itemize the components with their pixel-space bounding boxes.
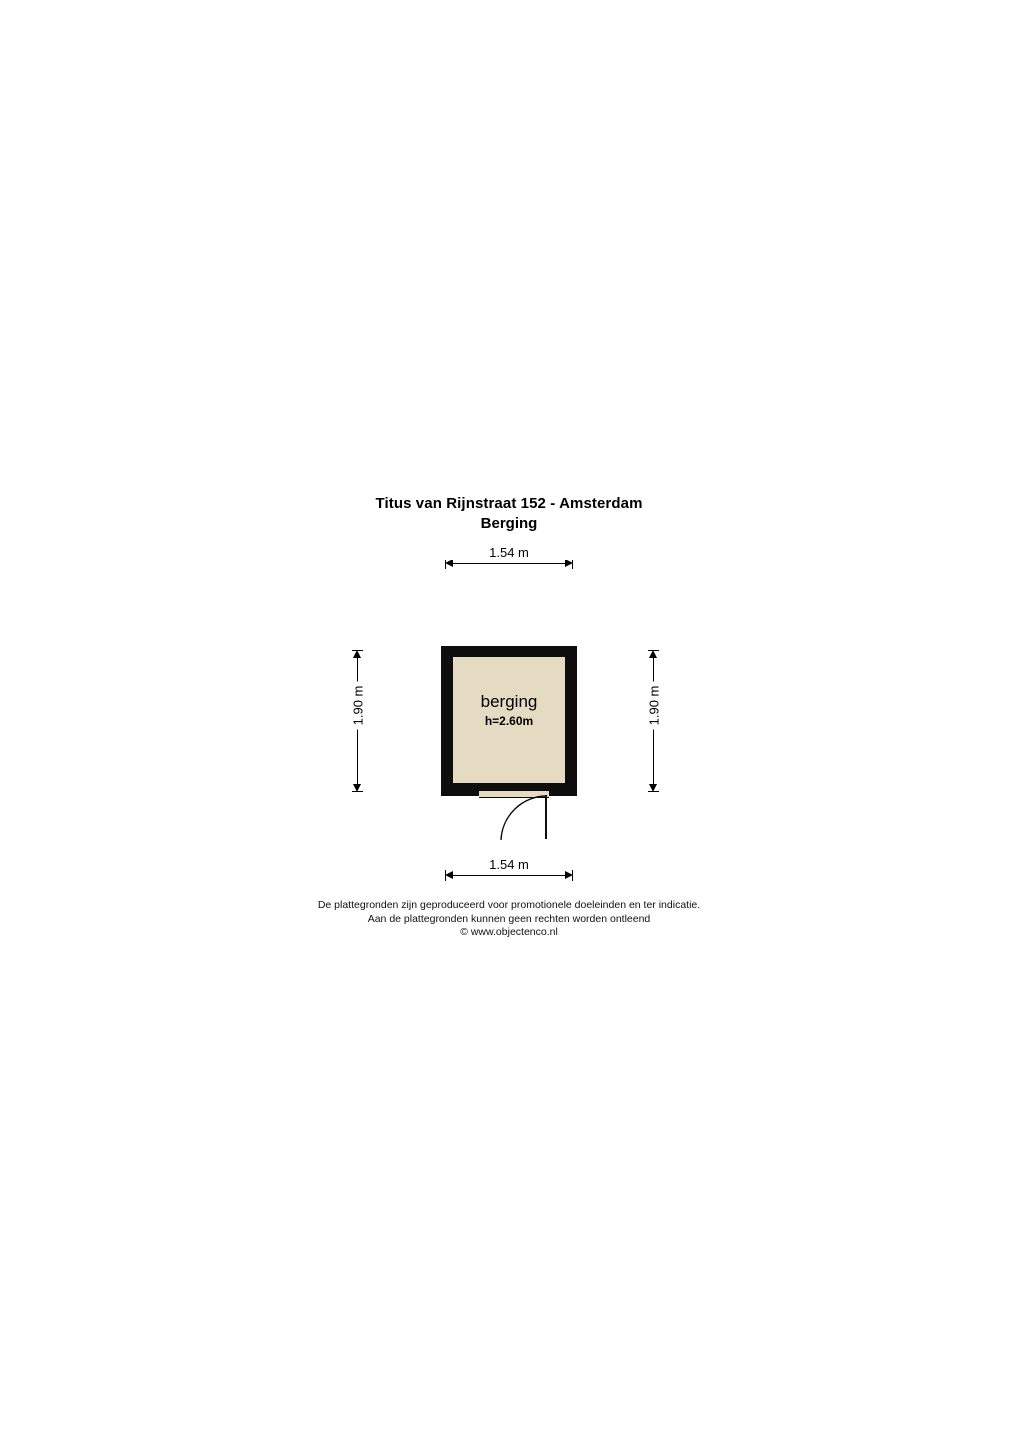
- dimension-bottom-arrow-right-icon: [565, 871, 573, 879]
- disclaimer: [0, 899, 1018, 940]
- room-height-label: h=2.60m: [484, 714, 534, 728]
- dimension-left-arrow-up-icon: [353, 650, 361, 658]
- floor-plan: [441, 646, 577, 796]
- page-title: [0, 494, 1018, 534]
- dimension-bottom-label-wrap: [443, 857, 575, 872]
- dimension-top-label-wrap: [443, 545, 575, 560]
- dimension-top: [443, 545, 575, 576]
- door-leaf: [545, 795, 547, 839]
- disclaimer-copyright: © www.objectenco.nl: [460, 926, 558, 938]
- dimension-left-arrow-down-icon: [353, 784, 361, 792]
- disclaimer-line-2: Aan de plattegronden kunnen geen rechten worden ontleend: [367, 912, 651, 925]
- dimension-bottom-line: [451, 875, 567, 876]
- dimension-right-arrow-up-icon: [649, 650, 657, 658]
- dimension-bottom-arrow-left-icon: [445, 871, 453, 879]
- title-address: Titus van Rijnstraat 152 - Amsterdam: [375, 495, 643, 512]
- dimension-right-label: 1.90 m: [647, 682, 662, 730]
- dimension-left-label-wrap: [351, 667, 366, 745]
- dimension-top-line: [451, 563, 567, 564]
- room-name-label: berging: [480, 692, 538, 711]
- dimension-right: [641, 648, 667, 794]
- dimension-left: [345, 648, 371, 794]
- dimension-top-arrow-right-icon: [565, 559, 573, 567]
- dimension-bottom: [443, 857, 575, 888]
- disclaimer-line-1: De plattegronden zijn geproduceerd voor promotionele doeleinden en ter indicatie.: [317, 899, 701, 911]
- dimension-top-label: 1.54 m: [485, 545, 533, 560]
- dimension-top-arrow-left-icon: [445, 559, 453, 567]
- dimension-right-label-wrap: [647, 667, 662, 745]
- dimension-left-label: 1.90 m: [351, 682, 366, 730]
- dimension-right-arrow-down-icon: [649, 784, 657, 792]
- title-subtitle: Berging: [480, 515, 538, 532]
- door: [477, 790, 557, 842]
- dimension-bottom-label: 1.54 m: [485, 857, 533, 872]
